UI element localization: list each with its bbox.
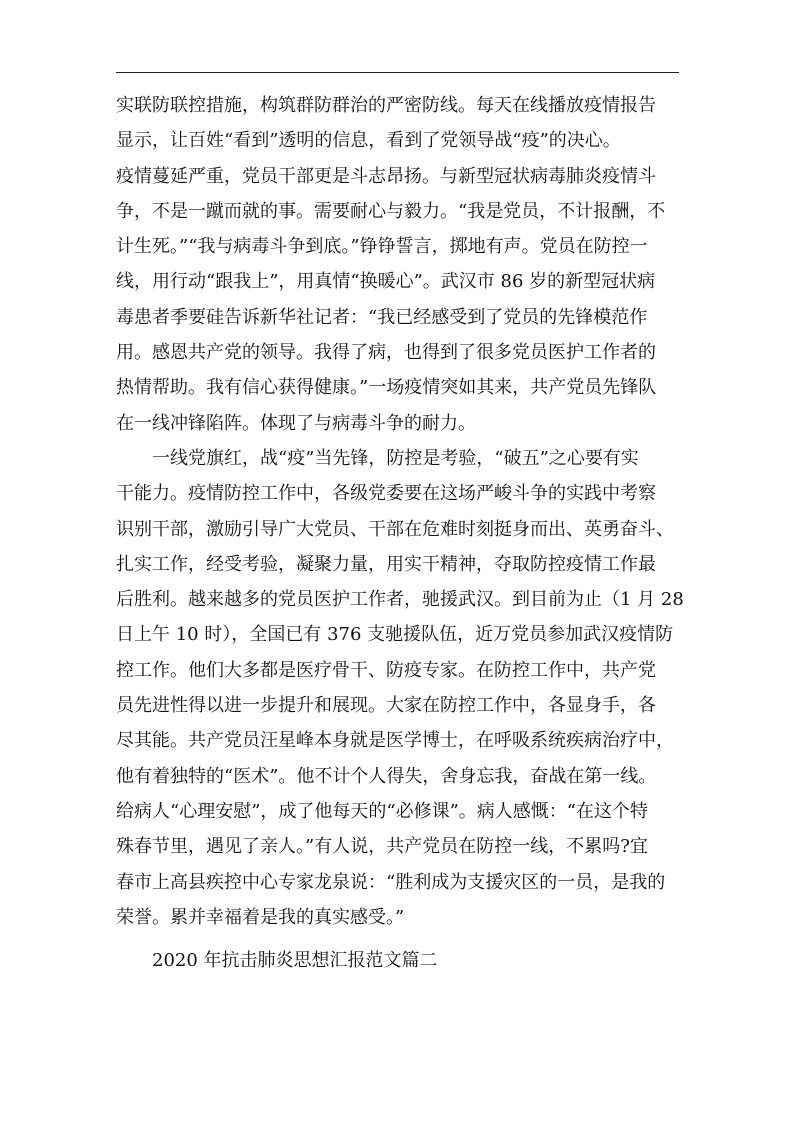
text-line: 计生死。”“我与病毒斗争到底。”铮铮誓言，掷地有声。党员在防控一 (116, 236, 648, 258)
text-line: 后胜利。越来越多的党员医护工作者，驰援武汉。到目前为止（1 月 28 (116, 589, 684, 611)
text-line: 线，用行动“跟我上”，用真情“换暖心”。武汉市 86 岁的新型冠状病 (116, 271, 656, 293)
text-line: 给病人“心理安慰”，成了他每天的“必修课”。病人感慨：“在这个特 (116, 800, 649, 822)
text-line: 显示，让百姓“看到”透明的信息，看到了党领导战“疫”的决心。 (116, 130, 621, 152)
document-body (116, 88, 682, 978)
text-line: 殊春节里，遇见了亲人。”有人说，共产党员在防控一线，不累吗?宜 (116, 836, 648, 858)
text-line: 扎实工作，经受考验，凝聚力量，用实干精神，夺取防控疫情工作最 (116, 553, 656, 575)
text-line: 干能力。疫情防控工作中，各级党委要在这场严峻斗争的实践中考察 (116, 483, 656, 505)
header-rule (116, 72, 679, 73)
text-line: 识别干部，激励引导广大党员、干部在危难时刻挺身而出、英勇奋斗、 (116, 518, 674, 540)
text-line: 春市上高县疾控中心专家龙泉说：“胜利成为支援灾区的一员，是我的 (116, 871, 666, 893)
text-line: 控工作。他们大多都是医疗骨干、防疫专家。在防控工作中，共产党 (116, 659, 656, 681)
text-line: 争，不是一蹴而就的事。需要耐心与毅力。“我是党员，不计报酬，不 (116, 200, 666, 222)
text-line: 用。感恩共产党的领导。我得了病，也得到了很多党员医护工作者的 (116, 342, 656, 364)
text-line: 实联防联控措施，构筑群防群治的严密防线。每天在线播放疫情报告 (116, 95, 656, 116)
text-line: 他有着独特的“医术”。他不计个人得失，舍身忘我，奋战在第一线。 (116, 765, 657, 787)
text-line: 尽其能。共产党员汪星峰本身就是医学博士，在呼吸系统疾病治疗中， (116, 730, 674, 752)
section-heading: 2020 年抗击肺炎思想汇报范文篇二 (152, 950, 438, 972)
text-line: 一线党旗红，战“疫”当先锋，防控是考验，“破五”之心要有实 (152, 447, 639, 469)
text-line: 日上午 10 时），全国已有 376 支驰援队伍，近万党员参加武汉疫情防 (116, 624, 674, 646)
text-line: 毒患者季要硅告诉新华社记者：“我已经感受到了党员的先锋模范作 (116, 306, 648, 328)
paragraph-2 (116, 441, 682, 935)
text-line: 荣誉。累并幸福着是我的真实感受。” (116, 906, 405, 928)
text-line: 在一线冲锋陷阵。体现了与病毒斗争的耐力。 (116, 412, 476, 434)
text-line: 疫情蔓延严重，党员干部更是斗志昂扬。与新型冠状病毒肺炎疫情斗 (116, 165, 656, 187)
paragraph-1 (116, 88, 682, 441)
text-line: 热情帮助。我有信心获得健康。”一场疫情突如其来，共产党员先锋队 (116, 377, 657, 399)
text-line: 员先进性得以进一步提升和展现。大家在防控工作中，各显身手，各 (116, 695, 656, 717)
